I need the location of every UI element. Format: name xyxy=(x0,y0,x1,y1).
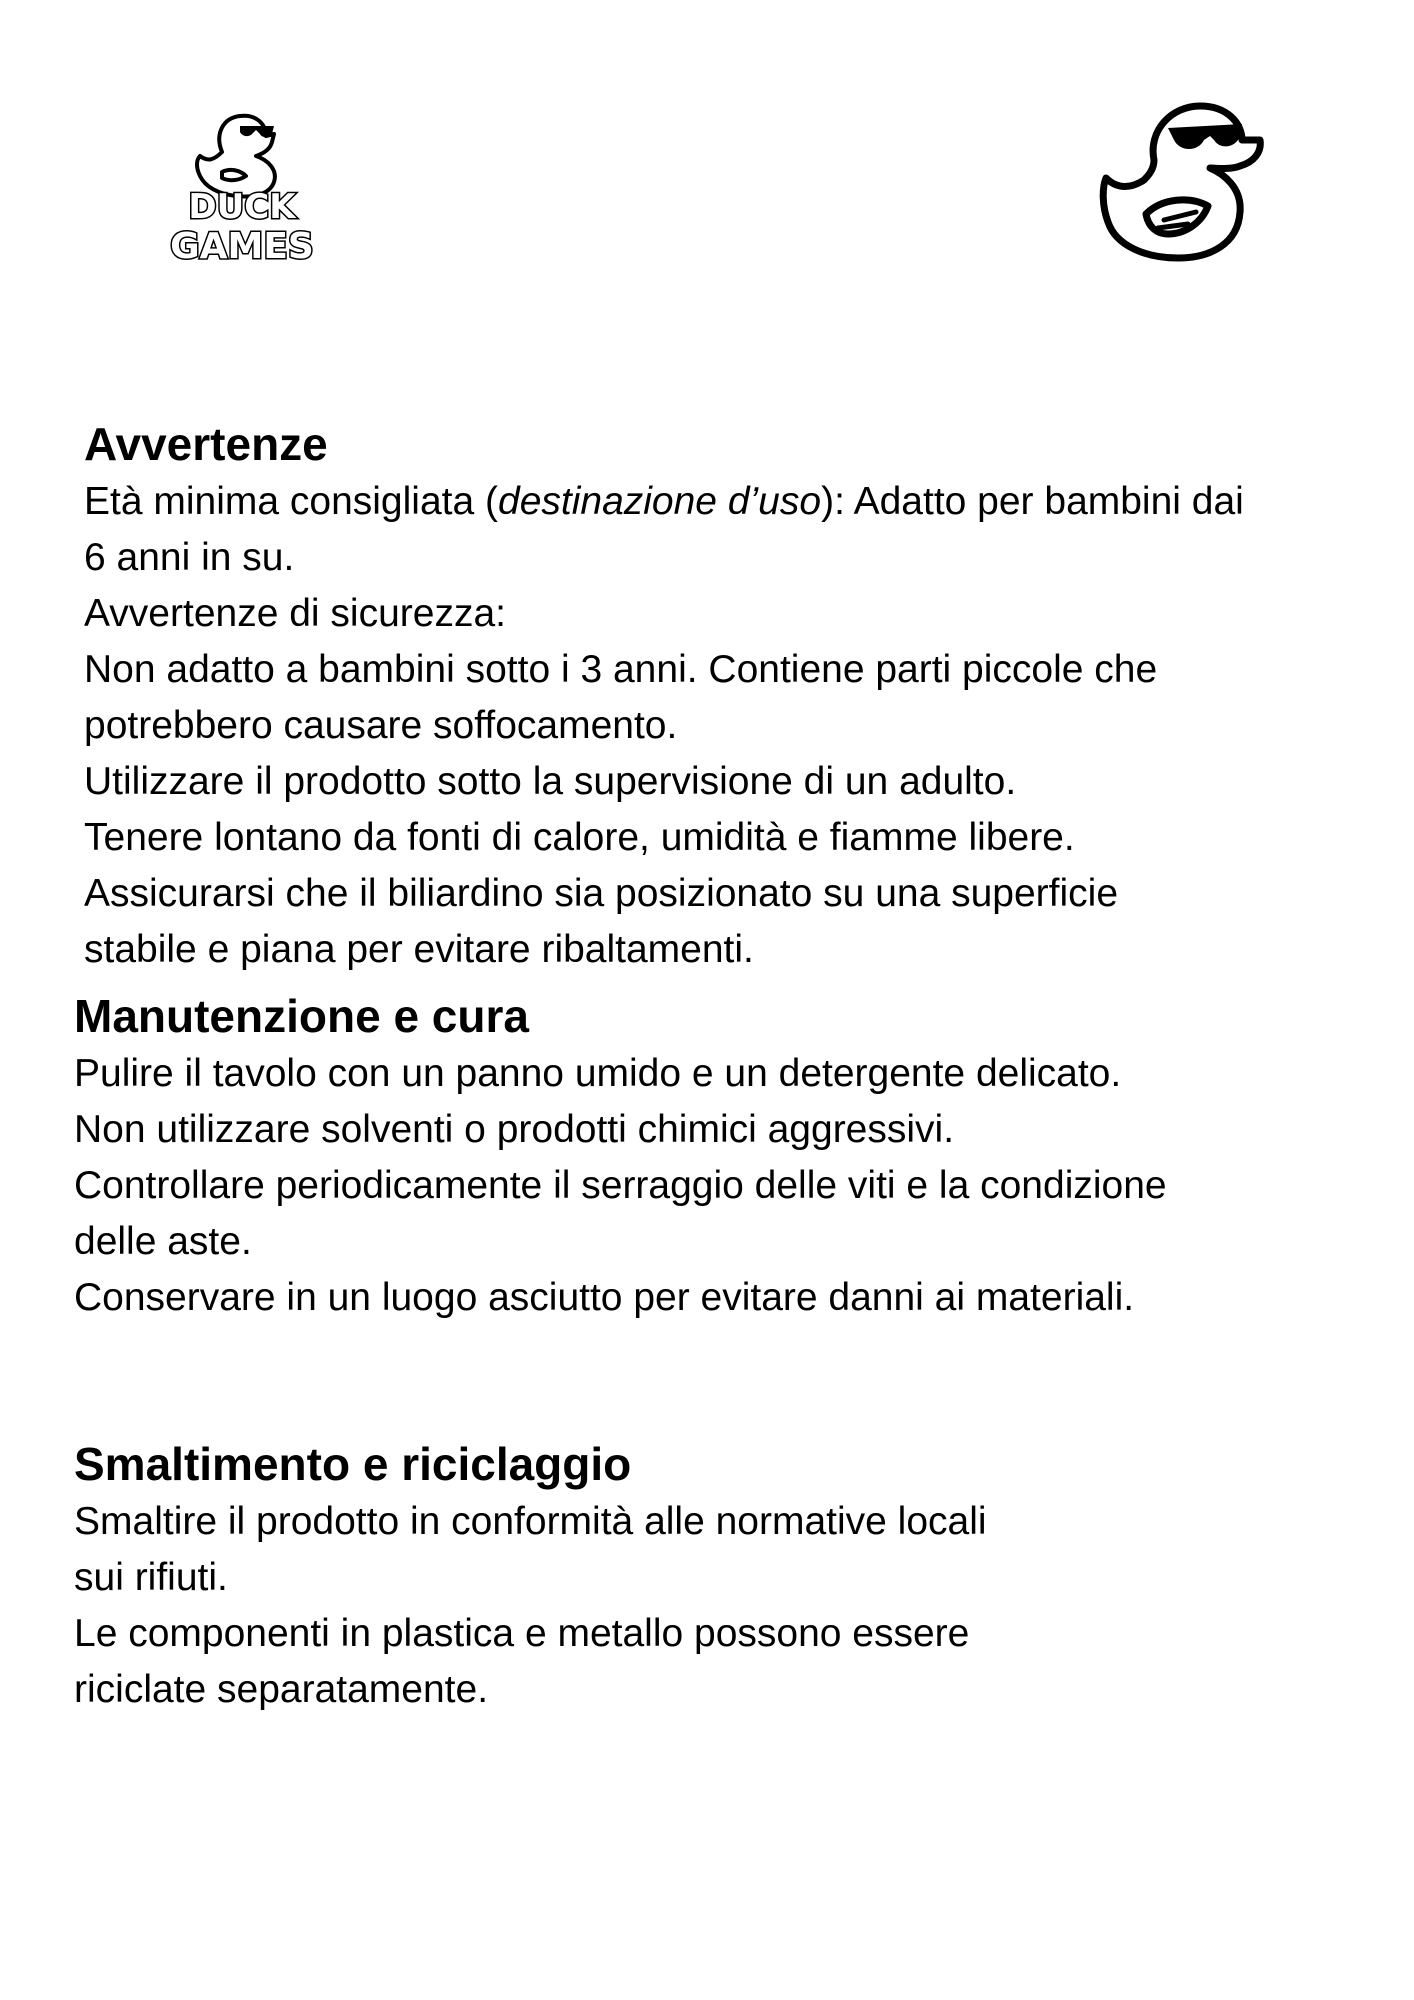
maintenance-line: Controllare periodicamente il serraggio delle viti e la condizione xyxy=(74,1164,1167,1207)
disposal-line: sui rifiuti. xyxy=(74,1556,228,1599)
warnings-title: Avvertenze xyxy=(84,418,328,470)
maintenance-line: delle aste. xyxy=(74,1220,252,1263)
maintenance-title: Manutenzione e cura xyxy=(74,990,529,1042)
disposal-section xyxy=(74,1434,1374,1718)
age-italic: destinazione d’uso xyxy=(498,480,822,523)
warnings-section xyxy=(84,414,1374,978)
duck-games-logo-icon xyxy=(160,90,325,270)
logo-text-duck: DUCK xyxy=(188,187,296,227)
disposal-line: Smaltire il prodotto in conformità alle normative locali xyxy=(74,1500,987,1543)
maintenance-line: Pulire il tavolo con un panno umido e un detergente delicato. xyxy=(74,1052,1122,1095)
safety-line: Utilizzare il prodotto sotto la supervisione di un adulto. xyxy=(84,760,1017,803)
disposal-line: riciclate separatamente. xyxy=(74,1668,489,1711)
maintenance-line: Non utilizzare solventi o prodotti chimici aggressivi. xyxy=(74,1108,955,1151)
disposal-line: Le componenti in plastica e metallo possono essere xyxy=(74,1612,970,1655)
logo-text-games: GAMES xyxy=(170,226,314,267)
disposal-title: Smaltimento e riciclaggio xyxy=(74,1438,632,1490)
safety-line: Tenere lontano da fonti di calore, umidità e fiamme libere. xyxy=(84,816,1075,859)
age-line-2: 6 anni in su. xyxy=(84,536,295,579)
duck-with-sunglasses-icon xyxy=(1092,96,1272,266)
safety-heading: Avvertenze di sicurezza: xyxy=(84,592,506,635)
safety-line: stabile e piana per evitare ribaltamenti. xyxy=(84,928,754,971)
safety-line: potrebbero causare soffocamento. xyxy=(84,704,678,747)
age-prefix: Età minima consigliata ( xyxy=(84,480,498,523)
age-recommendation xyxy=(84,474,1374,586)
duck-games-logo xyxy=(160,90,325,270)
age-suffix: ): Adatto per bambini dai xyxy=(821,480,1244,523)
duck-icon-right xyxy=(1092,96,1272,266)
safety-line: Assicurarsi che il biliardino sia posizionato su una superficie xyxy=(84,872,1119,915)
safety-line: Non adatto a bambini sotto i 3 anni. Contiene parti piccole che xyxy=(84,648,1158,691)
maintenance-section xyxy=(74,986,1374,1326)
maintenance-line: Conservare in un luogo asciutto per evitare danni ai materiali. xyxy=(74,1276,1135,1319)
